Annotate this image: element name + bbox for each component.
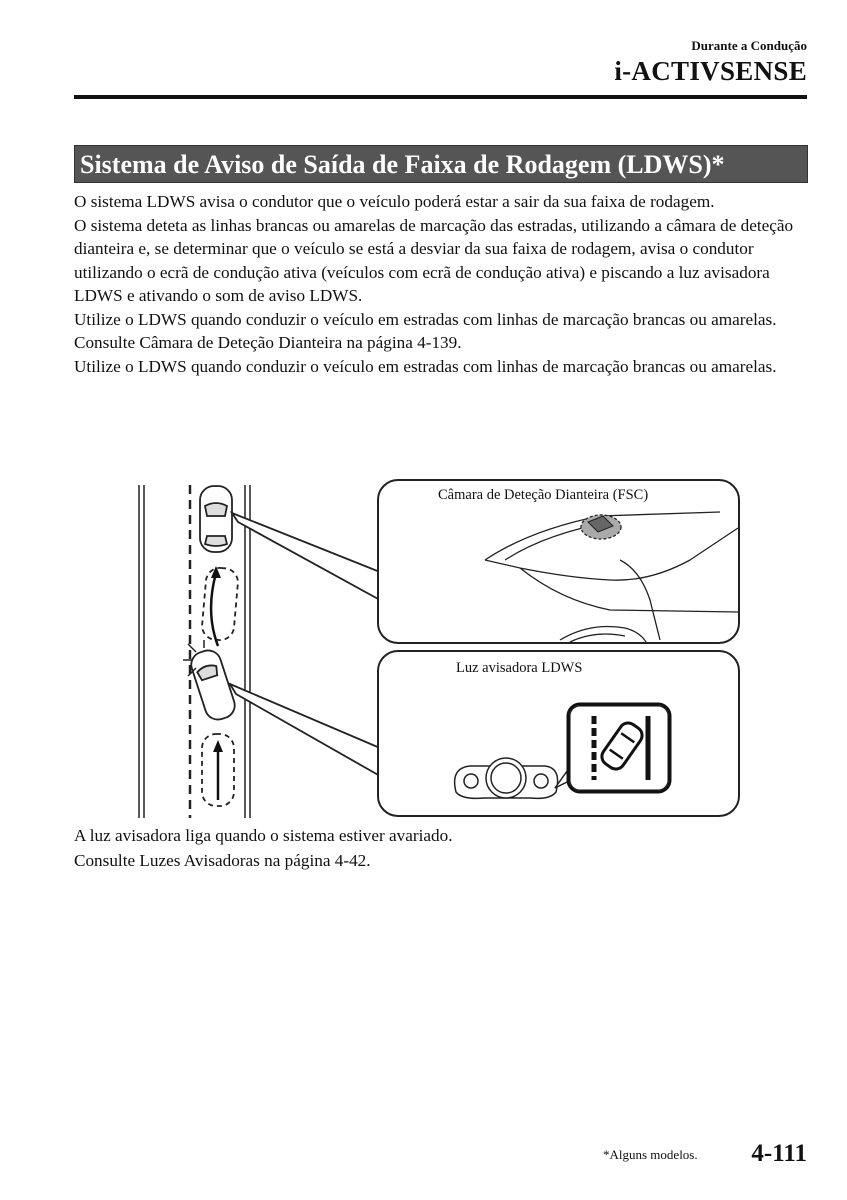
paragraph: Utilize o LDWS quando conduzir o veículo em estradas com linhas de marcação brancas ou amarelas. (74, 309, 777, 329)
camera-callout-label: Câmara de Deteção Dianteira (FSC) (438, 487, 649, 503)
paragraph: Utilize o LDWS quando conduzir o veículo em estradas com linhas de marcação brancas ou amarelas. (74, 356, 777, 376)
page-number: 4-111 (751, 1140, 807, 1167)
warning-callout-label: Luz avisadora LDWS (456, 660, 583, 676)
body-text (74, 190, 814, 378)
footnote: *Alguns modelos. (603, 1147, 698, 1162)
camera-icon (581, 515, 621, 539)
header-rule (74, 95, 807, 99)
header-section-label: Durante a Condução (691, 38, 807, 53)
paragraph: Consulte Câmara de Deteção Dianteira na página 4-139. (74, 333, 462, 352)
car-top-icon (200, 486, 232, 552)
header-title: i-ACTIVSENSE (614, 56, 807, 86)
paragraph: O sistema LDWS avisa o condutor que o veículo poderá estar a sair da sua faixa de rodagem. (74, 192, 715, 211)
callout-connectors (230, 513, 380, 776)
paragraph: Consulte Luzes Avisadoras na página 4-42. (74, 851, 371, 870)
ldws-warning-light-icon (568, 704, 670, 792)
camera-callout-box (378, 480, 739, 643)
lane-change-arrow (211, 573, 218, 646)
straight-arrow-head-icon (213, 740, 223, 752)
section-title: Sistema de Aviso de Saída de Faixa de Rodagem (LDWS)* (74, 145, 808, 183)
paragraph: O sistema deteta as linhas brancas ou amarelas de marcação das estradas, utilizando a câmara de deteção dianteira e, se determinar que o veículo se está a desviar da sua faixa de rodagem, avisa o condutor utilizando o ecrã de condução ativa (veículos com ecrã de condução ativa) e piscando a luz avisadora LDWS e ativando o som de aviso LDWS. (74, 215, 794, 305)
paragraph: A luz avisadora liga quando o sistema estiver avariado. (74, 826, 453, 845)
ldws-figure (0, 470, 847, 830)
after-text (74, 823, 814, 873)
